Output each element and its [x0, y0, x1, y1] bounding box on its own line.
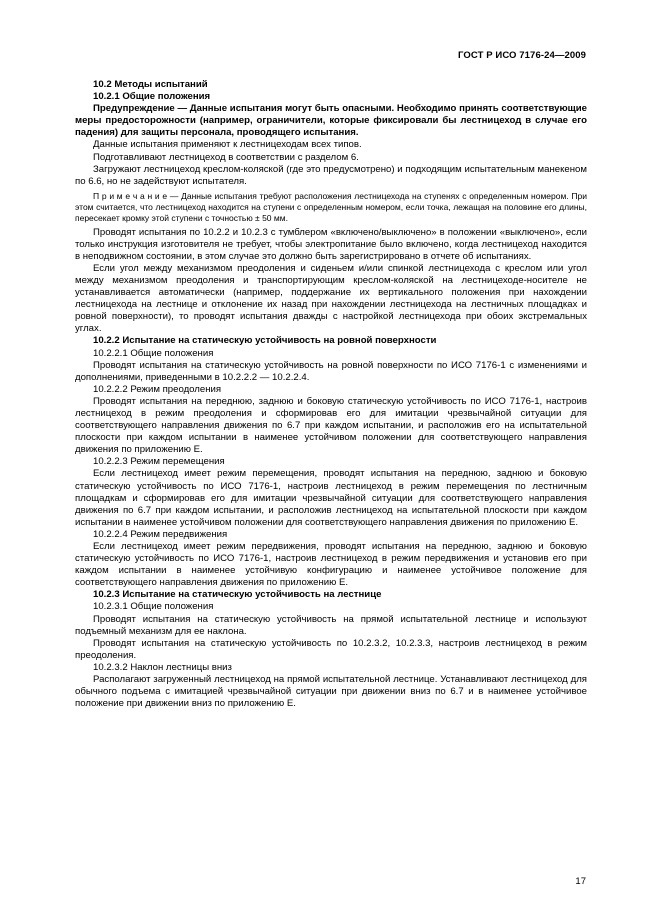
paragraph: Располагают загруженный лестницеход на прямой испытательной лестнице. Устанавливают лестницеход для обычного подъема с имитацией чрезвычайной ситуации при движении вниз по 6.7 и в наименее устойчивое положение при движении вниз по приложению Е. [75, 674, 587, 710]
document-content [75, 79, 587, 710]
page-number: 17 [575, 876, 586, 887]
paragraph: Загружают лестницеход креслом-коляской (где это предусмотрено) и подходящим испытательным манекеном по 6.6, но не задействуют испытателя. [75, 163, 587, 187]
paragraph: Проводят испытания на переднюю, заднюю и боковую статическую устойчивость по ИСО 7176-1, настроив лестницеход в режим преодоления и сформировав его для имитации чрезвычайной ситуации для соответствующего направления движения по 6.7 при каждом испытании, и расположив его на испытательной плоскости при каждом испытании в наименее устойчивом положении для соответствующего направления движения по приложению Е. [75, 395, 587, 456]
subsection-heading-10-2-2-1: 10.2.2.1 Общие положения [93, 347, 214, 359]
paragraph: Если лестницеход имеет режим перемещения, проводят испытания на переднюю, заднюю и боковую статическую устойчивость по ИСО 7176-1, настроив лестницеход в режим перемещения по лестничным площадкам и сформировав его для имитации чрезвычайной ситуации для соответствующего направления движения по 6.7 при каждом испытании, и расположив лестницеход на испытательной плоскости при каждом испытании в наименее устойчивом положении для соответствующего направления движения по приложению Е. [75, 468, 587, 528]
paragraph: Подготавливают лестницеход в соответствии с разделом 6. [93, 151, 359, 163]
subsection-heading-10-2-2-3: 10.2.2.3 Режим перемещения [93, 456, 225, 468]
paragraph: Если лестницеход имеет режим передвижения, проводят испытания на переднюю, заднюю и боковую статическую устойчивость по ИСО 7176-1, настроив лестницеход в режим передвижения и установив его при каждом испытании в наименее устойчивую конфигурацию и наименее устойчивое положение для соответствующего направления движения по приложению Е. [75, 541, 587, 589]
section-heading-10-2-1: 10.2.1 Общие положения [93, 91, 211, 103]
subsection-heading-10-2-2-2: 10.2.2.2 Режим преодоления [93, 383, 222, 395]
paragraph: Данные испытания применяют к лестницеходам всех типов. [93, 139, 362, 151]
subsection-heading-10-2-3-1: 10.2.3.1 Общие положения [93, 601, 214, 613]
section-heading-10-2-2: 10.2.2 Испытание на статическую устойчивость на ровной поверхности [93, 335, 437, 347]
paragraph: Проводят испытания на статическую устойчивость по 10.2.3.2, 10.2.3.3, настроив лестницеход в режим преодоления. [75, 637, 587, 661]
paragraph: Проводят испытания по 10.2.2 и 10.2.3 с тумблером «включено/выключено» в положении «выключено», если только инструкция изготовителя не требует, чтобы электропитание было включено, когда лестницеход находится в неподвижном состоянии, в этом случае это должно быть зарегистрировано в отчете об испытаниях. [75, 226, 587, 262]
section-heading-10-2-3: 10.2.3 Испытание на статическую устойчивость на лестнице [93, 589, 382, 601]
paragraph: Проводят испытания на статическую устойчивость на прямой испытательной лестнице и используют подъемный механизм для ее наклона. [75, 613, 587, 637]
section-heading-10-2: 10.2 Методы испытаний [93, 79, 208, 90]
paragraph: Проводят испытания на статическую устойчивость на ровной поверхности по ИСО 7176-1 с изменениями и дополнениями, приведенными в 10.2.2.2 — 10.2.2.4. [75, 359, 587, 383]
note-paragraph: П р и м е ч а н и е — Данные испытания требуют расположения лестницехода на ступенях с определенным номером. При этом считается, что лестницеход находится на ступени с определенным номером, если точка, лежащая на половине его длины, пересекает кромку этой ступени с точностью ± 50 мм. [75, 190, 587, 223]
subsection-heading-10-2-2-4: 10.2.2.4 Режим передвижения [93, 528, 228, 540]
paragraph: Если угол между механизмом преодоления и сиденьем и/или спинкой лестницехода с креслом или угол между механизмом преодоления и транспортирующим креслом-коляской на лестницеходе-носителе не устанавливается автоматически (например, поддержание их вертикального положения при нахождении лестницехода на лестнице и отклонение их назад при нахождении лестницехода на лестничных площадках и ровной поверхности), то проводят испытания дважды с настройкой лестницехода при обоих экстремальных углах. [75, 262, 587, 335]
subsection-heading-10-2-3-2: 10.2.3.2 Наклон лестницы вниз [93, 661, 232, 673]
warning-paragraph: Предупреждение — Данные испытания могут быть опасными. Необходимо принять соответствующие меры предосторожности (например, ограничители, которые фиксировали бы лестницеход в случае его падения) для защиты персонала, проводящего испытания. [75, 103, 587, 139]
document-header-gost-number: ГОСТ Р ИСО 7176-24—2009 [458, 50, 586, 61]
